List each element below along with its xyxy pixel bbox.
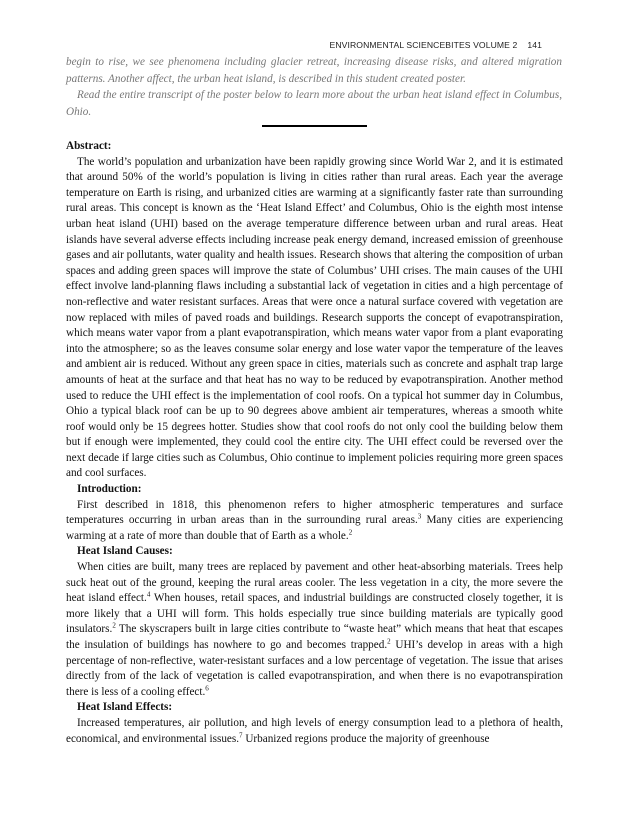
introduction-sentence-2: Many cities are experiencing warming at a rate of more than double that of Earth as a whole. — [66, 514, 563, 542]
effects-sentence: Urbanized regions produce the majority of greenhouse — [242, 732, 490, 745]
effects-heading: Heat Island Effects: — [77, 701, 173, 714]
poster-transcript — [66, 139, 563, 747]
footnote-ref: 2 — [387, 637, 391, 646]
causes-text — [66, 560, 563, 700]
section-divider — [262, 125, 367, 127]
footnote-ref: 3 — [417, 512, 422, 521]
intro-paragraph-2: Read the entire transcript of the poster below to learn more about the urban heat island effect in Columbus, Ohio. — [66, 89, 562, 118]
running-title: ENVIRONMENTAL SCIENCEBITES VOLUME 2 — [329, 40, 518, 50]
causes-heading: Heat Island Causes: — [77, 545, 173, 558]
causes-sentence: UHI’s develop in areas with a high percentage of non-reflective, water-resistant surfaces and a low percentage of vegetation. The issue that arises directly from of the lack of vegetation is called evapotranspiration, and when there is no evapotranspiration there is less of a cooling effect. — [66, 639, 563, 698]
intro-paragraph-1: begin to rise, we see phenomena including glacier retreat, increasing disease risks, and altered migration patterns. Another affect, the urban heat island, is described in this student created poster. — [66, 56, 562, 85]
effects-sentence: Increased temperatures, air pollution, and high levels of energy consumption lead to a plethora of health, economical, and environmental issues. — [66, 716, 563, 745]
page-number: 141 — [527, 40, 542, 50]
abstract-text: The world’s population and urbanization have been rapidly growing since World War 2, and it is estimated that around 50% of the world’s population is living in cities rather than rural areas. Each year the average temperature on Earth is rising, and urbanized cities are warming at a significantly faster rate than surrounding rural areas. This concept is known as the ‘Heat Island Effect’ and Columbus, Ohio is the eighth most intense urban heat island (UHI) based on the average temperature difference between urban and rural areas. Heat islands have several adverse effects including increase peak energy demand, increased emission of greenhouse gases and air pollutants, water quality and health issues. Research shows that altering the composition of urban spaces and adding green spaces will improve the state of Columbus’ UHI crises. The main causes of the UHI effect involve land-planning flaws including a substantial lack of vegetation in cities and a high percentage of non-reflective and water resistant surfaces. Areas that were once a natural surface covered with vegetation are now replaced with miles of paved roads and buildings. Research supports the concept of evapotranspiration, which means water vapor from a plant evapotranspiration, which means water vapor from a plant evaporating into the atmosphere; so as the leaves consume solar energy and lose water vapor the temperature of the leaves and ambient air is reduced. Without any green space in cities, materials such as concrete and asphalt trap large amounts of heat at the surface and that heat has no way to be reduced by evapotranspiration. Another method used to reduce the UHI effect is the implementation of cool roofs. On a typical hot summer day in Columbus, Ohio a typical black roof can be up to 90 degrees above ambient air temperatures, whereas a smooth white roof would only be 15 degrees hotter. Studies show that cool roofs do not only cool the building below them but if enough were implemented, they could cool the entire city. The UHI effect could be reversed over the next decade if large cities such as Columbus, Ohio continue to implement policies requiring more green spaces and cool surfaces. — [66, 155, 563, 480]
footnote-ref: 4 — [146, 590, 151, 599]
causes-sentence: The skyscrapers built in large cities contribute to “waste heat” which means that heat that escapes the insulation of buildings has nowhere to go and becomes trapped. — [66, 623, 563, 651]
footnote-ref: 2 — [348, 528, 353, 537]
introduction-heading: Introduction: — [77, 483, 142, 496]
footnote-ref: 2 — [112, 621, 116, 630]
footnote-ref: 6 — [205, 684, 209, 693]
introduction-sentence-1: First described in 1818, this phenomenon refers to higher atmospheric temperatures and surface temperatures occurring in urban areas than in the surrounding rural areas. — [66, 498, 563, 527]
footnote-ref: 7 — [239, 730, 243, 739]
effects-text — [66, 716, 563, 747]
abstract-heading: Abstract: — [66, 140, 112, 152]
introduction-text — [66, 498, 563, 545]
causes-sentence: When cities are built, many trees are replaced by pavement and other heat-absorbing materials. Trees help suck heat out of the ground, keeping the rural areas cooler. The less vegetation in a city, the more severe the heat island effect. — [66, 561, 563, 605]
running-header — [330, 40, 542, 50]
causes-sentence: When houses, retail spaces, and industrial buildings are constructed closely together, it is more likely that a UHI will form. This holds especially true since building materials are typically good insulators. — [66, 592, 563, 636]
